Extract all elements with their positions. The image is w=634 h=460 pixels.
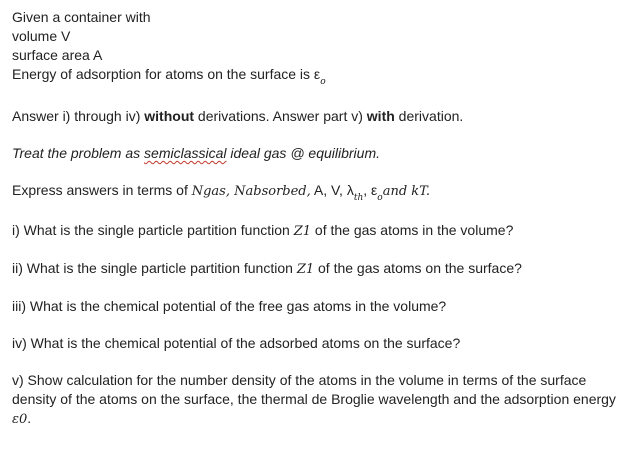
question-1 [12, 221, 622, 241]
instructions-part-3: derivation. [394, 108, 464, 124]
instructions-part-1: Answer i) through iv) [12, 108, 145, 124]
intro-line-4 [12, 65, 622, 87]
express-mid: A, V, λ [310, 182, 354, 198]
intro-line-3: surface area A [12, 47, 103, 63]
q1-text-b: of the gas atoms in the volume? [311, 222, 514, 238]
treat-part-2: ideal gas @ equilibrium. [226, 145, 381, 161]
treat-part-1: Treat the problem as [12, 145, 145, 161]
q5-text: v) Show calculation for the number density of the atoms in the volume in terms of the surface density of the atoms on the surface, the thermal de Broglie wavelength and the adsorption energy [12, 372, 616, 407]
instructions [12, 107, 622, 126]
treat-statement [12, 144, 622, 163]
q2-text-a: ii) What is the single particle partition function [12, 260, 297, 276]
instructions-with: with [366, 108, 395, 124]
question-4: iv) What is the chemical potential of the adsorbed atoms on the surface? [12, 335, 461, 351]
question-2 [12, 259, 622, 279]
q1-z1: Z1 [293, 224, 312, 239]
epsilon-subscript-2: o [377, 193, 383, 203]
q2-z1: Z1 [296, 262, 315, 277]
express-statement [12, 181, 622, 203]
q5-end: . [27, 410, 32, 426]
q2-text-b: of the gas atoms on the surface? [314, 260, 522, 276]
instructions-part-2: derivations. Answer part v) [194, 108, 367, 124]
express-epsilon: , ε [363, 182, 378, 198]
express-prefix: Express answers in terms of [12, 182, 192, 198]
question-3: iii) What is the chemical potential of the free gas atoms in the volume? [12, 298, 447, 314]
intro-line-1: Given a container with [12, 9, 151, 25]
q1-text-a: i) What is the single particle partition function [12, 222, 294, 238]
question-5 [12, 371, 622, 429]
semiclassical-word: semiclassical [144, 145, 227, 161]
q5-epsilon: ε0 [12, 412, 28, 427]
express-variables: Ngas, Nabsorbed, [191, 184, 311, 199]
instructions-without: without [144, 108, 195, 124]
lambda-subscript: th [353, 193, 364, 203]
intro-line-2: volume V [12, 28, 71, 44]
adsorption-energy-text: Energy of adsorption for atoms on the surface is ε [12, 66, 321, 82]
express-tail: and kT. [382, 184, 431, 199]
epsilon-subscript: o [320, 77, 326, 87]
